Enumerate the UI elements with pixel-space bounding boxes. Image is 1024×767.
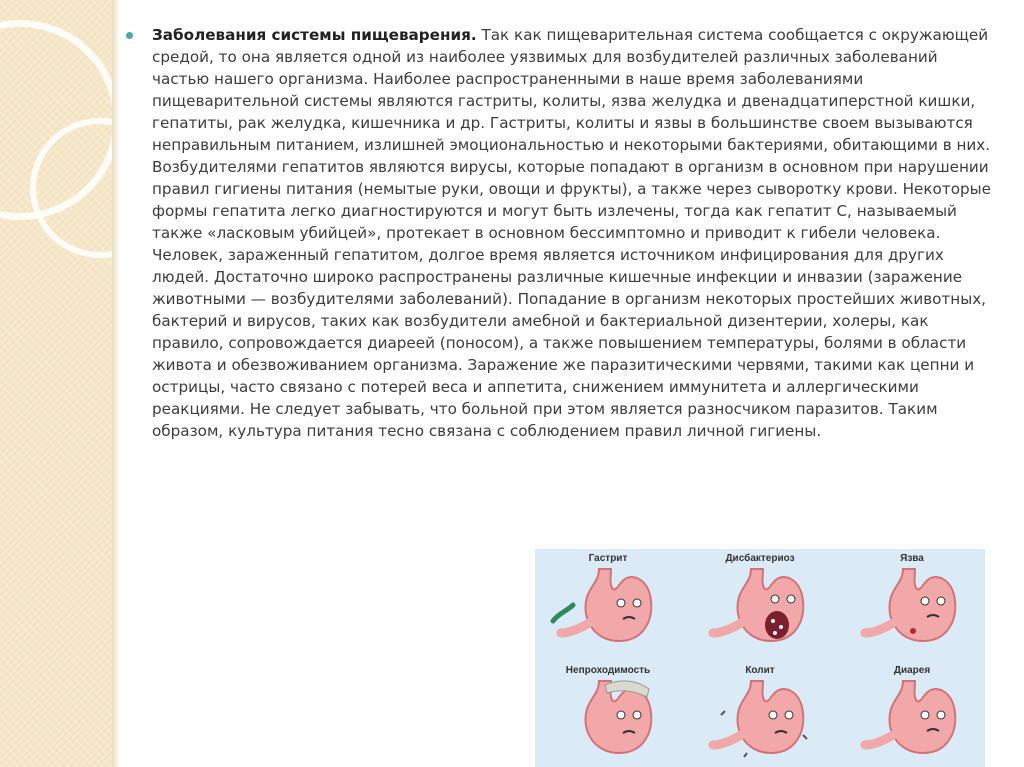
cell-label: Диарея bbox=[893, 665, 931, 676]
cell-diarrhea bbox=[843, 663, 981, 761]
slide-body bbox=[152, 24, 992, 442]
diseases-illustration bbox=[535, 549, 985, 767]
stomach-ulcer-icon bbox=[843, 563, 981, 651]
cell-label: Непроходимость bbox=[565, 665, 651, 676]
cell-label: Колит bbox=[745, 665, 775, 676]
decorative-side-panel bbox=[0, 0, 112, 767]
cell-obstruction bbox=[539, 663, 677, 761]
panel-edge bbox=[112, 0, 120, 767]
stomach-colitis-icon bbox=[691, 675, 829, 763]
stomach-diarrhea-icon bbox=[843, 675, 981, 763]
cell-label: Дисбактериоз bbox=[725, 553, 795, 564]
slide-heading: Заболевания системы пищеварения. bbox=[152, 26, 477, 44]
bullet-icon bbox=[126, 32, 133, 39]
cell-dysbacteriosis bbox=[691, 551, 829, 649]
cell-label: Гастрит bbox=[588, 553, 628, 564]
cell-label: Язва bbox=[900, 553, 924, 564]
slide-text: Так как пищеварительная система сообщается с окружающей средой, то она является одной из наиболее уязвимых для возбудителей различных заболеваний частью нашего организма. Наиболее распространенными в наше время заболеваниями пищеварительной системы являются гастриты, колиты, язва желудка и двенадцатиперстной кишки, гепатиты, рак желудка, кишечника и др. Гастриты, колиты и язвы в большинстве своем вызываются неправильным питанием, излишней эмоциональностью и некоторыми бактериями, обитающими в них. Возбудителями гепатитов являются вирусы, которые попадают в организм в основном при нарушении правил гигиены питания (немытые руки, овощи и фрукты), а также через сыворотку крови. Некоторые формы гепатита легко диагностируются и могут быть излечены, тогда как гепатит С, называемый также «ласковым убийцей», протекает в основном бессимптомно и приводит к гибели человека. Человек, зараженный гепатитом, долгое время является источником инфицирования для других людей. Достаточно широко распространены различные кишечные инфекции и инвазии (заражение животными — возбудителями заболеваний). Попадание в организм некоторых простейших животных, бактерий и вирусов, таких как возбудители амебной и бактериальной дизентерии, холеры, как правило, сопровождается диареей (поносом), а также повышением температуры, болями в области живота и обезвоживанием организма. Заражение же паразитическими червями, такими как цепни и острицы, часто связано с потерей веса и аппетита, снижением иммунитета и аллергическими реакциями. Не следует забывать, что больной при этом является разносчиком паразитов. Таким образом, культура питания тесно связана с соблюдением правил личной гигиены. bbox=[152, 26, 991, 440]
stomach-obstruction-icon bbox=[539, 675, 677, 763]
cell-gastritis bbox=[539, 551, 677, 649]
cell-ulcer bbox=[843, 551, 981, 649]
stomach-gastritis-icon bbox=[539, 563, 677, 651]
cell-colitis bbox=[691, 663, 829, 761]
stomach-dysbacteriosis-icon bbox=[691, 563, 829, 651]
